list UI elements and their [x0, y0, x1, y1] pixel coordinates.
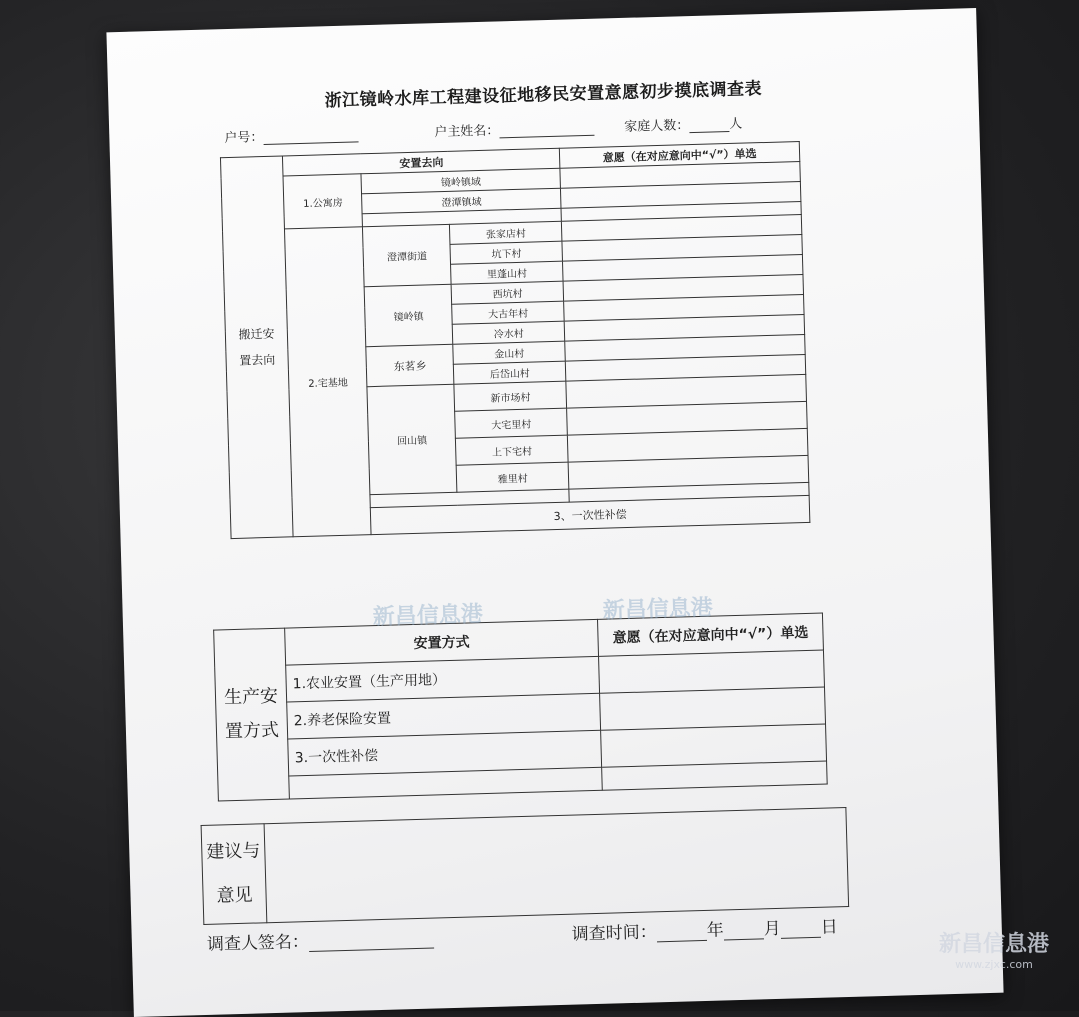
- production-table: [213, 613, 828, 802]
- day-line: [781, 921, 821, 939]
- village-label: 西坑村: [451, 281, 563, 304]
- col-wish-header-2: 意愿（在对应意向中“√”）单选: [598, 613, 824, 656]
- watermark-text: 新昌信息港: [602, 595, 714, 624]
- village-label: 大古年村: [452, 301, 564, 324]
- watermark-text: 新昌信息港: [372, 602, 484, 631]
- household-no-line: [263, 129, 358, 145]
- wish-cell[interactable]: [602, 761, 828, 790]
- homestead-label: 2.宅基地: [285, 227, 372, 537]
- village-label: 张家店村: [450, 221, 562, 244]
- wish-cell[interactable]: [599, 650, 825, 693]
- apartment-label: 1.公寓房: [283, 174, 362, 229]
- surveyor-signature-field: [207, 924, 435, 955]
- district-label: 澄潭街道: [363, 224, 452, 286]
- surveyor-line: [309, 932, 434, 952]
- wish-cell[interactable]: [600, 687, 826, 730]
- district-label: 东茗乡: [366, 344, 454, 386]
- col-method-header: 安置方式: [285, 619, 599, 665]
- production-section-label: 生产安 置方式: [214, 628, 290, 801]
- production-option: 2.养老保险安置: [287, 693, 601, 739]
- survey-time-field: [571, 912, 838, 944]
- suggestion-table: [201, 807, 850, 925]
- col-wish-header: 意愿（在对应意向中“√”）单选: [560, 142, 800, 169]
- village-label: 坑下村: [450, 241, 562, 264]
- year-line: [657, 924, 707, 942]
- day-label: 日: [820, 917, 838, 938]
- relocation-section-label: 搬迁安 置去向: [220, 156, 293, 539]
- village-label: 上下宅村: [456, 435, 569, 465]
- family-size-label: 家庭人数：: [624, 118, 690, 135]
- person-unit: 人: [729, 116, 743, 132]
- surveyor-label: 调查人签名：: [206, 932, 310, 955]
- village-label: 大宅里村: [455, 408, 568, 438]
- family-size-line: [689, 119, 729, 133]
- form-title: 浙江镜岭水库工程建设征地移民安置意愿初步摸底调查表: [324, 79, 763, 112]
- village-label: 金山村: [453, 341, 565, 364]
- corner-watermark: [939, 927, 1049, 971]
- head-name-label: 户主姓名：: [434, 123, 500, 141]
- household-no-label: 户号：: [224, 129, 264, 147]
- apartment-option: 澄潭镇域: [362, 188, 561, 214]
- district-label: 镜岭镇: [364, 284, 453, 346]
- survey-time-label: 调查时间：: [571, 922, 658, 945]
- wish-cell[interactable]: [601, 724, 827, 767]
- watermark-url: www.zjxc.com: [955, 958, 1033, 971]
- village-label: 冷水村: [452, 321, 564, 344]
- village-label: 雅里村: [456, 462, 569, 492]
- head-name-line: [499, 123, 594, 139]
- district-label: 回山镇: [367, 384, 457, 494]
- production-option: 3.一次性补偿: [288, 730, 602, 776]
- year-label: 年: [706, 920, 725, 941]
- production-option: 1.农业安置（生产用地）: [286, 656, 600, 702]
- month-line: [724, 922, 764, 940]
- suggestion-label: 建议与 意见: [201, 824, 267, 925]
- apartment-option: 镜岭镇域: [361, 168, 560, 194]
- survey-paper: [106, 8, 1003, 1017]
- relocation-table: [220, 141, 810, 539]
- village-label: 里蓬山村: [451, 261, 563, 284]
- family-size-field: [624, 113, 743, 135]
- head-name-field: [434, 117, 594, 140]
- household-no-field: [224, 123, 358, 146]
- month-label: 月: [763, 918, 781, 940]
- village-label: 后岱山村: [454, 361, 566, 384]
- lump-sum-option: 3、一次性补偿: [370, 495, 809, 534]
- watermark-logo-text: 新昌信息港: [938, 932, 1049, 957]
- suggestion-input-area[interactable]: [264, 807, 849, 922]
- village-label: 新市场村: [454, 381, 567, 411]
- col-destination-header: 安置去向: [283, 148, 560, 176]
